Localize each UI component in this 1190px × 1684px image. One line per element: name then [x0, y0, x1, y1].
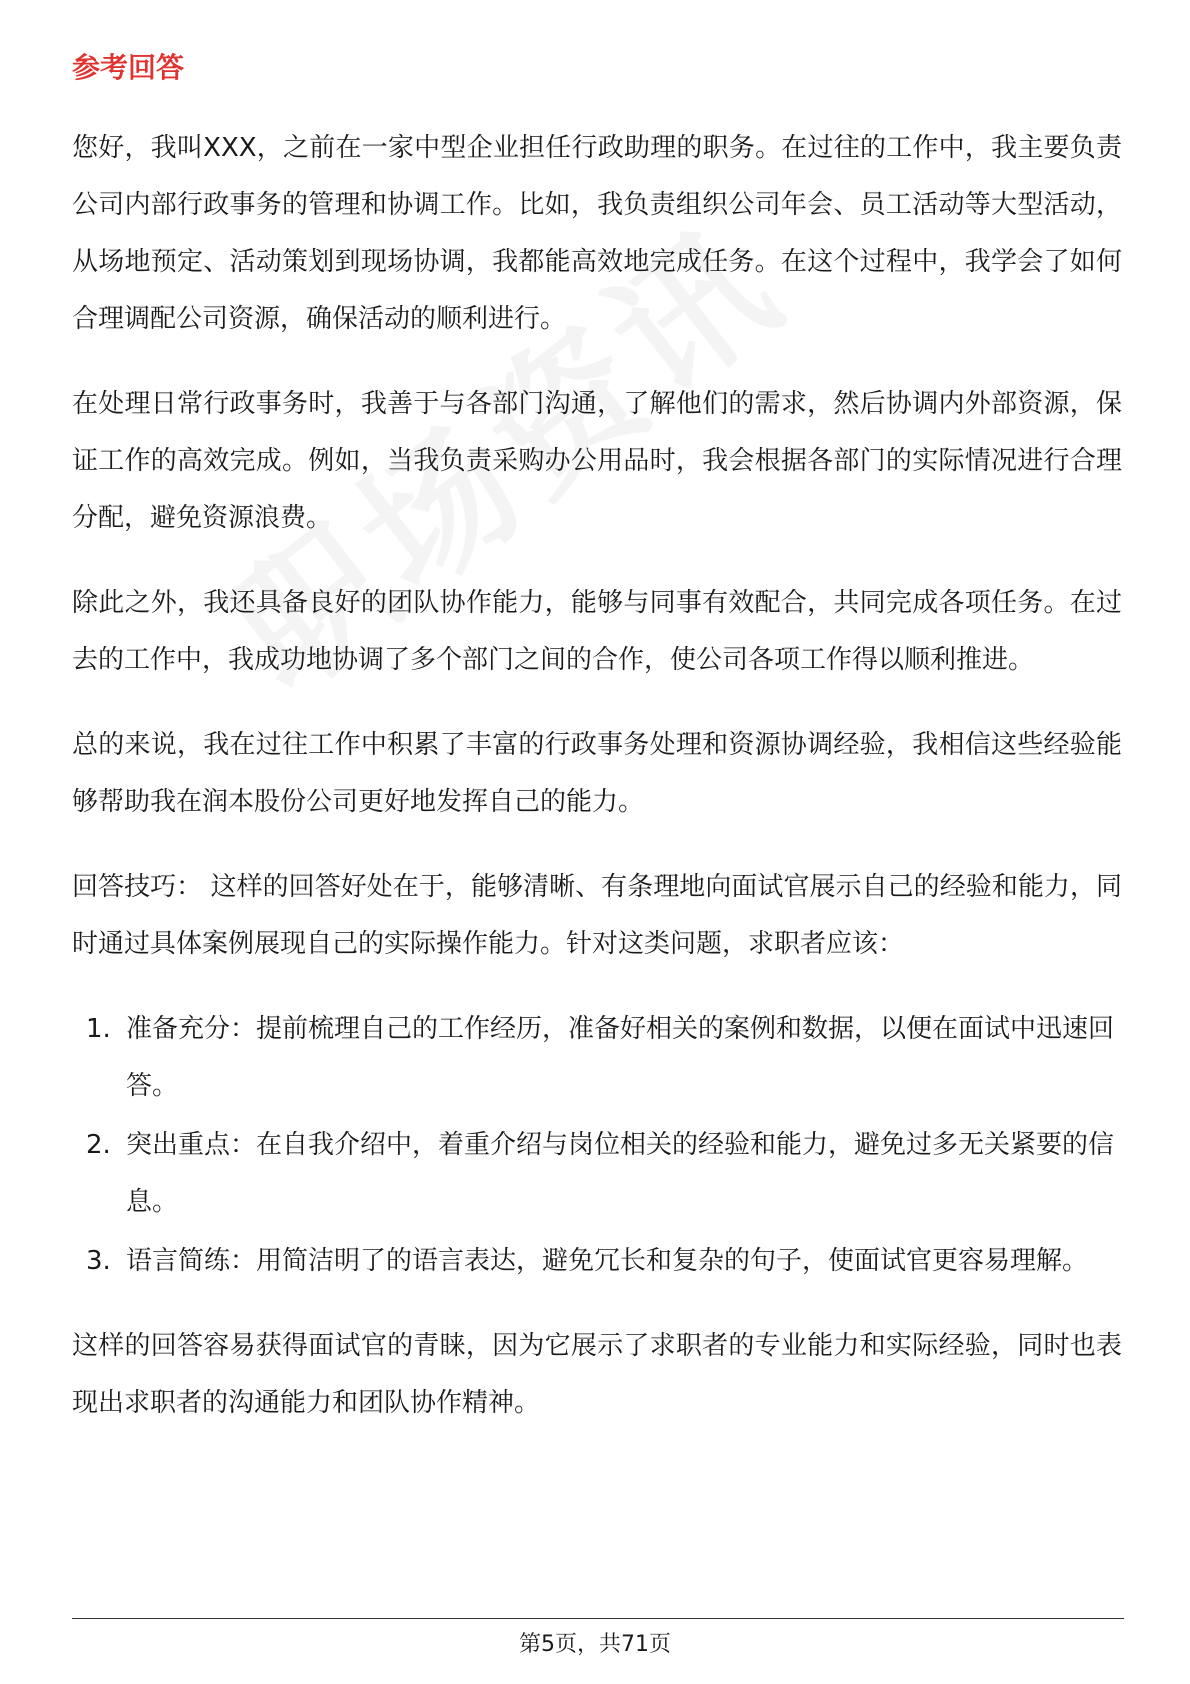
list-item-text: 语言简练：用简洁明了的语言表达，避免冗长和复杂的句子，使面试官更容易理解。: [126, 1246, 1089, 1276]
list-item-number: 2.: [86, 1130, 111, 1160]
paragraph-daily-work: 在处理日常行政事务时，我善于与各部门沟通，了解他们的需求，然后协调内外部资源，保证工作的高效完成。例如，当我负责采购办公用品时，我会根据各部门的实际情况进行合理分配，避免资源浪费。: [72, 389, 1122, 533]
tips-list: [72, 1001, 1122, 1290]
section-title: 参考回答: [72, 51, 185, 84]
document-body: [72, 48, 1122, 1460]
paragraph-intro: 您好，我叫XXX，之前在一家中型企业担任行政助理的职务。在过往的工作中，我主要负责公司内部行政事务的管理和协调工作。比如，我负责组织公司年会、员工活动等大型活动，从场地预定、活动策划到现场协调，我都能高效地完成任务。在这个过程中，我学会了如何合理调配公司资源，确保活动的顺利进行。: [72, 133, 1122, 334]
paragraph-tips-intro: 回答技巧： 这样的回答好处在于，能够清晰、有条理地向面试官展示自己的经验和能力，同时通过具体案例展现自己的实际操作能力。针对这类问题，求职者应该：: [72, 872, 1122, 959]
list-item-text: 准备充分：提前梳理自己的工作经历，准备好相关的案例和数据，以便在面试中迅速回答。: [126, 1014, 1115, 1101]
list-item-text: 突出重点：在自我介绍中，着重介绍与岗位相关的经验和能力，避免过多无关紧要的信息。: [126, 1130, 1115, 1217]
paragraph-closing: 这样的回答容易获得面试官的青睐，因为它展示了求职者的专业能力和实际经验，同时也表现出求职者的沟通能力和团队协作精神。: [72, 1331, 1122, 1418]
list-item: [72, 1001, 1122, 1115]
paragraph-summary: 总的来说，我在过往工作中积累了丰富的行政事务处理和资源协调经验，我相信这些经验能够帮助我在润本股份公司更好地发挥自己的能力。: [72, 730, 1122, 817]
footer-divider: [72, 1618, 1124, 1619]
list-item-number: 3.: [86, 1246, 111, 1276]
list-item-number: 1.: [86, 1014, 111, 1044]
page-number: 第5页，共71页: [519, 1632, 671, 1657]
list-item: [72, 1233, 1122, 1290]
list-item: [72, 1117, 1122, 1231]
paragraph-teamwork: 除此之外，我还具备良好的团队协作能力，能够与同事有效配合，共同完成各项任务。在过去的工作中，我成功地协调了多个部门之间的合作，使公司各项工作得以顺利推进。: [72, 588, 1122, 675]
